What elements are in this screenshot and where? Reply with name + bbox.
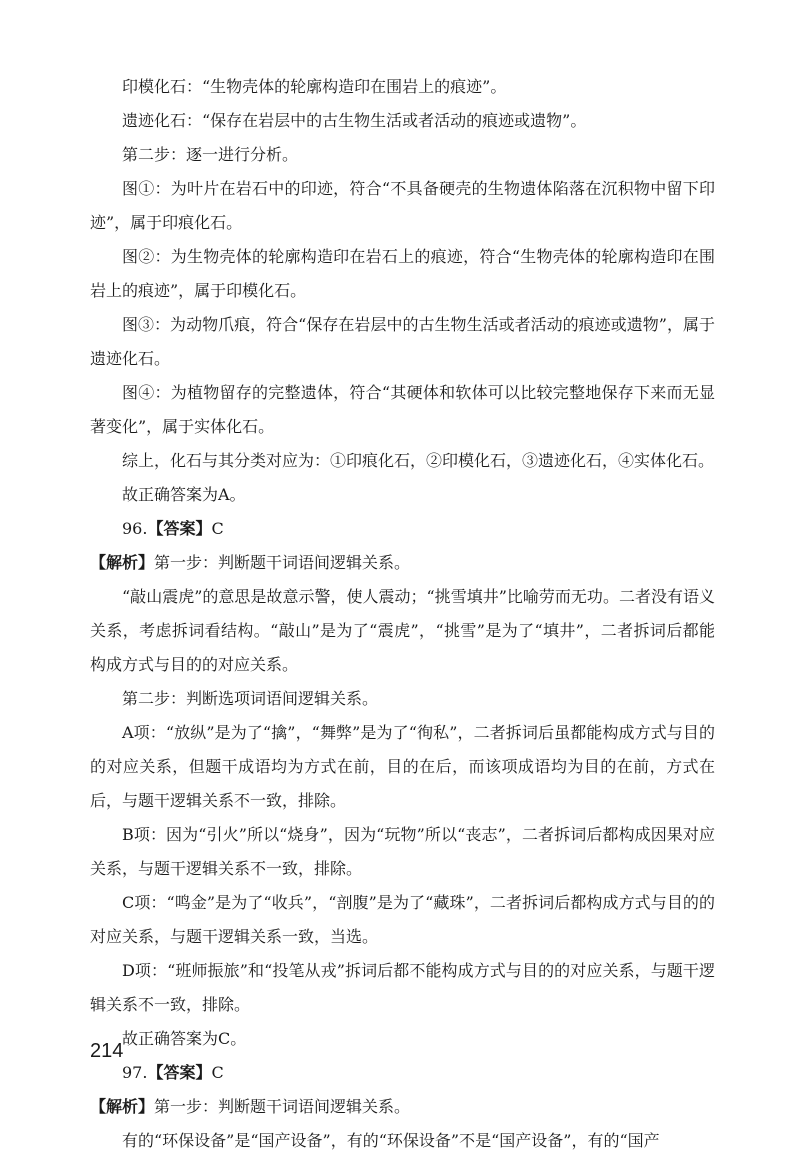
q96-answer-label: 【答案】 [147,519,212,538]
paragraph: 图①：为叶片在岩石中的印迹，符合“不具备硬壳的生物遗体陷落在沉积物中留下印迹”，属于印痕化石。 [90,179,715,232]
q96-analysis-label: 【解析】 [90,553,155,572]
paragraph: 遗迹化石：“保存在岩层中的古生物生活或者活动的痕迹或遗物”。 [122,111,587,130]
page-number: 214 [90,1040,124,1062]
q97-answer-label: 【答案】 [147,1063,212,1082]
paragraph: 故正确答案为C。 [122,1029,247,1048]
q97-number: 97. [122,1063,148,1082]
paragraph: 印模化石：“生物壳体的轮廓构造印在围岩上的痕迹”。 [122,77,507,96]
paragraph: 图④：为植物留存的完整遗体，符合“其硬体和软体可以比较完整地保存下来而无显著变化”，属于实体化石。 [90,383,715,436]
paragraph: D项：“班师振旅”和“投笔从戎”拆词后都不能构成方式与目的的对应关系，与题干逻辑关系不一致，排除。 [90,961,715,1014]
q96-step1: 第一步：判断题干词语间逻辑关系。 [154,553,411,572]
paragraph: 图②：为生物壳体的轮廓构造印在岩石上的痕迹，符合“生物壳体的轮廓构造印在围岩上的痕迹”，属于印模化石。 [90,247,715,300]
q97-step1: 第一步：判断题干词语间逻辑关系。 [154,1097,411,1116]
paragraph: 第二步：判断选项词语间逻辑关系。 [122,689,379,708]
paragraph: “敲山震虎”的意思是故意示警，使人震动；“挑雪填井”比喻劳而无功。二者没有语义关系，考虑拆词看结构。“敲山”是为了“震虎”，“挑雪”是为了“填井”，二者拆词后都能构成方式与目的的对应关系。 [90,587,715,674]
q96-analysis-line [90,546,715,580]
document-page [90,70,715,1158]
paragraph: A项：“放纵”是为了“擒”，“舞弊”是为了“徇私”，二者拆词后虽都能构成方式与目的的对应关系，但题干成语均为方式在前，目的在后，而该项成语均为目的在前，方式在后，与题干逻辑关系不一致，排除。 [90,723,715,810]
paragraph: C项：“鸣金”是为了“收兵”，“剖腹”是为了“藏珠”，二者拆词后都构成方式与目的的对应关系，与题干逻辑关系一致，当选。 [90,893,715,946]
q97-answer-value: C [211,1063,224,1082]
paragraph: 综上，化石与其分类对应为：①印痕化石，②印模化石，③遗迹化石，④实体化石。 [122,451,715,470]
paragraph: B项：因为“引火”所以“烧身”，因为“玩物”所以“丧志”，二者拆词后都构成因果对应关系，与题干逻辑关系不一致，排除。 [90,825,715,878]
q97-analysis-label: 【解析】 [90,1097,155,1116]
paragraph: 有的“环保设备”是“国产设备”，有的“环保设备”不是“国产设备”，有的“国产 [122,1131,660,1150]
paragraph: 第二步：逐一进行分析。 [122,145,299,164]
q97-answer-line [90,1056,715,1090]
q96-answer-line [90,512,715,546]
q96-number: 96. [122,519,148,538]
paragraph: 故正确答案为A。 [122,485,246,504]
paragraph: 图③：为动物爪痕，符合“保存在岩层中的古生物生活或者活动的痕迹或遗物”，属于遗迹化石。 [90,315,715,368]
q96-answer-value: C [211,519,224,538]
q97-analysis-line [90,1090,715,1124]
